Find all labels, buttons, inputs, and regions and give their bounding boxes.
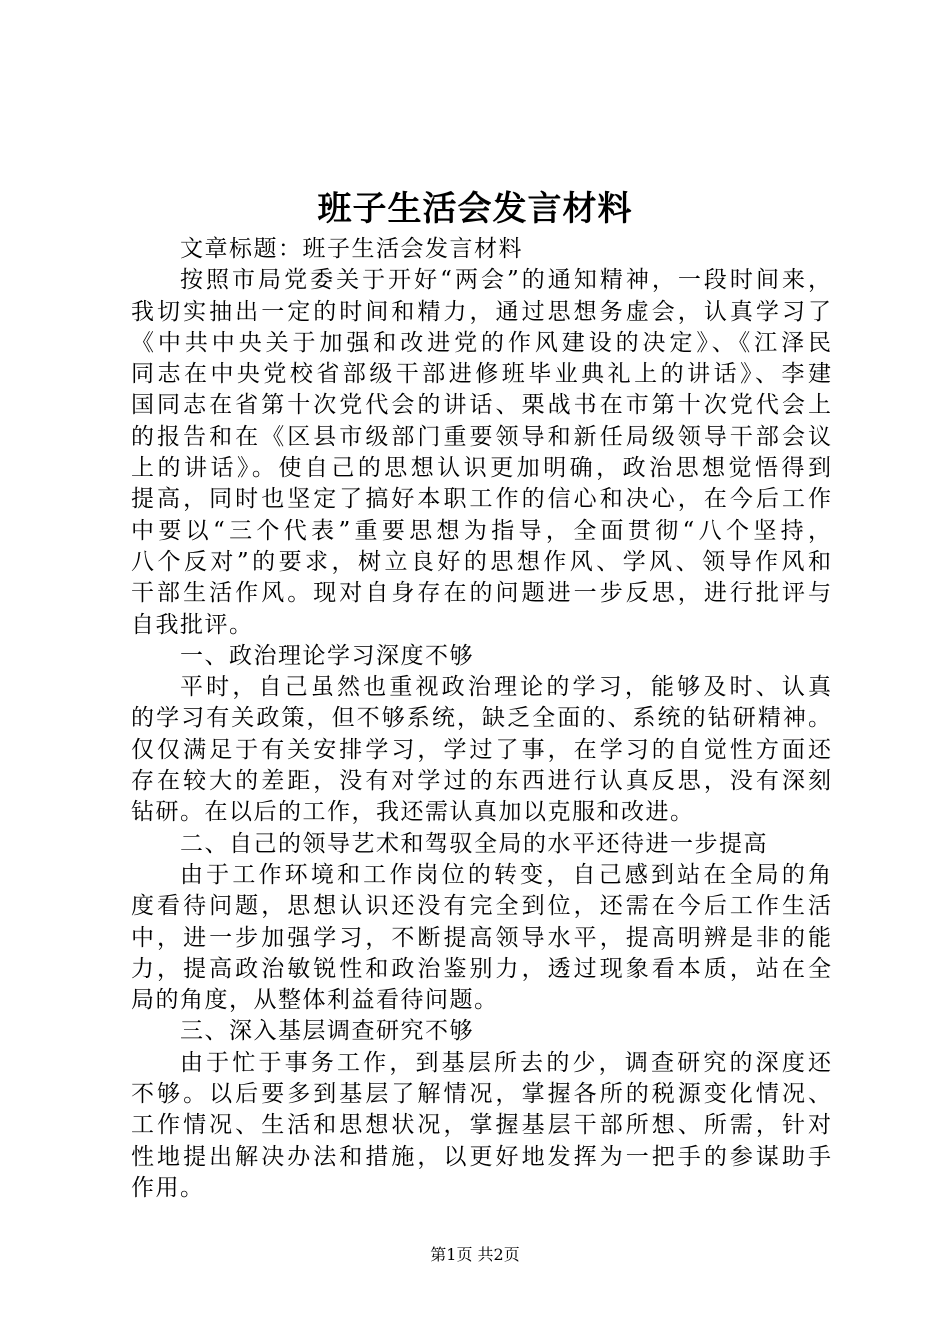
body-text-line: 按照市局党委关于开好“两会”的通知精神，一段时间来， — [180, 267, 831, 294]
body-text-line: 局的角度，从整体利益看待问题。 — [131, 987, 499, 1014]
document-body — [131, 234, 831, 1204]
body-text-line: 作用。 — [131, 1174, 205, 1201]
body-text-line: 平时，自己虽然也重视政治理论的学习，能够及时、认真 — [180, 674, 831, 701]
body-text-line: 上的讲话》。使自己的思想认识更加明确，政治思想觉悟得到 — [131, 455, 831, 482]
page-footer: 第1页 共2页 — [430, 1245, 520, 1264]
body-text-line: 提高，同时也坚定了搞好本职工作的信心和决心，在今后工作 — [131, 486, 831, 513]
body-text-line: 我切实抽出一定的时间和精力，通过思想务虚会，认真学习了 — [131, 298, 831, 325]
body-text-line: 的报告和在《区县市级部门重要领导和新任局级领导干部会议 — [131, 423, 831, 450]
body-text-line: 八个反对”的要求，树立良好的思想作风、学风、领导作风和 — [131, 548, 831, 575]
body-text-line: 中要以“三个代表”重要思想为指导，全面贯彻“八个坚持， — [131, 517, 831, 544]
body-text-line: 性地提出解决办法和措施，以更好地发挥为一把手的参谋助手 — [131, 1143, 831, 1170]
body-text-line: 干部生活作风。现对自身存在的问题进一步反思，进行批评与 — [131, 580, 831, 607]
document-title: 班子生活会发言材料 — [317, 189, 633, 229]
body-text-line: 钻研。在以后的工作，我还需认真加以克服和改进。 — [131, 799, 695, 826]
body-text-line: 三、深入基层调查研究不够 — [180, 1018, 474, 1045]
body-text-line: 由于工作环境和工作岗位的转变，自己感到站在全局的角 — [180, 861, 831, 888]
body-text-line: 自我批评。 — [131, 611, 254, 638]
body-text-line: 文章标题：班子生活会发言材料 — [180, 236, 523, 262]
body-text-line: 工作情况、生活和思想状况，掌握基层干部所想、所需，针对 — [131, 1112, 831, 1139]
body-text-line: 仅仅满足于有关安排学习，学过了事，在学习的自觉性方面还 — [131, 736, 831, 763]
body-text-line: 度看待问题，思想认识还没有完全到位，还需在今后工作生活 — [131, 893, 831, 920]
body-text-line: 二、自己的领导艺术和驾驭全局的水平还待进一步提高 — [180, 830, 768, 857]
body-text-line: 同志在中央党校省部级干部进修班毕业典礼上的讲话》、李建 — [131, 361, 831, 388]
body-text-line: 的学习有关政策，但不够系统，缺乏全面的、系统的钻研精神。 — [131, 705, 831, 732]
body-text-line: 由于忙于事务工作，到基层所去的少，调查研究的深度还 — [180, 1049, 831, 1076]
body-text-line: 中，进一步加强学习，不断提高领导水平，提高明辨是非的能 — [131, 924, 831, 951]
body-text-line: 不够。以后要多到基层了解情况，掌握各所的税源变化情况、 — [131, 1081, 831, 1108]
body-text-line: 《中共中央关于加强和改进党的作风建设的决定》、《江泽民 — [131, 329, 831, 356]
body-text-line: 国同志在省第十次党代会的讲话、栗战书在市第十次党代会上 — [131, 392, 831, 419]
body-text-line: 存在较大的差距，没有对学过的东西进行认真反思，没有深刻 — [131, 768, 831, 795]
body-text-line: 一、政治理论学习深度不够 — [180, 642, 474, 669]
body-text-line: 力，提高政治敏锐性和政治鉴别力，透过现象看本质，站在全 — [131, 955, 831, 982]
